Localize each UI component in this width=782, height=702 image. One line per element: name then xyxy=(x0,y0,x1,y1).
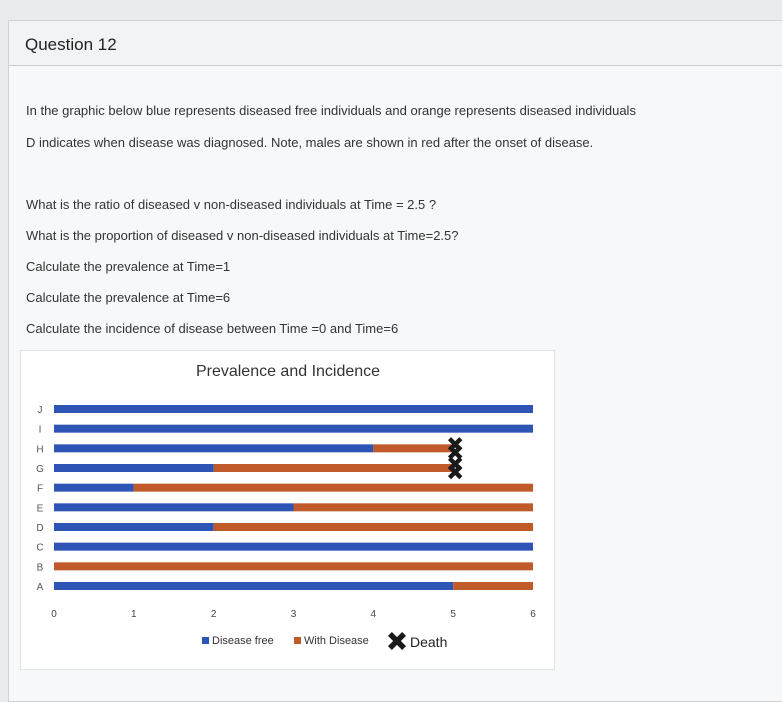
bar-F-disease-1 xyxy=(134,484,533,492)
question-text-line-1: In the graphic below blue represents diseased free individuals and orange represents diseased individuals xyxy=(26,103,636,118)
y-tick-label-A: A xyxy=(36,582,44,593)
question-text-line-2: D indicates when disease was diagnosed. Note, males are shown in red after the onset of disease. xyxy=(26,135,594,150)
bar-H-free-0 xyxy=(54,444,373,452)
bar-B-disease-0 xyxy=(54,562,533,570)
question-item-ratio: What is the ratio of diseased v non-diseased individuals at Time = 2.5 ? xyxy=(26,197,437,212)
bar-A-free-0 xyxy=(54,582,453,590)
bar-G-disease-1 xyxy=(214,464,454,472)
x-tick-label-5: 5 xyxy=(450,609,456,620)
x-tick-label-4: 4 xyxy=(370,609,377,620)
legend-label-death: Death xyxy=(410,634,448,650)
x-tick-label-2: 2 xyxy=(210,609,217,620)
bar-H-disease-1 xyxy=(373,444,453,452)
bar-D-free-0 xyxy=(54,523,214,531)
x-tick-label-6: 6 xyxy=(530,609,536,620)
legend-swatch-with-disease xyxy=(294,637,301,644)
bar-E-disease-1 xyxy=(294,503,534,511)
bar-G-free-0 xyxy=(54,464,214,472)
x-tick-label-0: 0 xyxy=(51,609,57,620)
y-tick-label-I: I xyxy=(38,424,42,436)
bar-A-disease-1 xyxy=(453,582,533,590)
y-tick-label-C: C xyxy=(36,542,44,554)
question-item-proportion: What is the proportion of diseased v non-diseased individuals at Time=2.5? xyxy=(26,228,459,243)
legend-death-icon xyxy=(383,627,411,655)
bar-E-free-0 xyxy=(54,503,294,511)
y-tick-label-G: G xyxy=(36,464,44,475)
question-item-prevalence-1: Calculate the prevalence at Time=1 xyxy=(26,259,231,274)
x-tick-label-3: 3 xyxy=(290,609,297,620)
y-tick-label-J: J xyxy=(37,405,43,416)
bar-F-free-0 xyxy=(54,484,134,492)
legend-label-disease-free: Disease free xyxy=(212,635,274,647)
legend-label-with-disease: With Disease xyxy=(304,635,369,647)
chart-title: Prevalence and Incidence xyxy=(195,363,381,380)
y-tick-label-B: B xyxy=(36,562,44,574)
question-item-incidence: Calculate the incidence of disease between Time =0 and Time=6 xyxy=(26,321,399,336)
bar-D-disease-1 xyxy=(214,523,533,531)
question-item-prevalence-6: Calculate the prevalence at Time=6 xyxy=(26,290,231,305)
y-tick-label-F: F xyxy=(36,483,44,495)
x-tick-label-1: 1 xyxy=(131,609,137,620)
y-tick-label-D: D xyxy=(36,523,44,534)
bar-J-free-0 xyxy=(54,405,533,413)
y-tick-label-H: H xyxy=(36,444,44,456)
y-tick-label-E: E xyxy=(36,503,44,515)
legend-swatch-disease-free xyxy=(202,637,209,644)
bar-C-free-0 xyxy=(54,543,533,551)
question-title: Question 12 xyxy=(25,35,117,54)
bar-I-free-0 xyxy=(54,425,533,433)
